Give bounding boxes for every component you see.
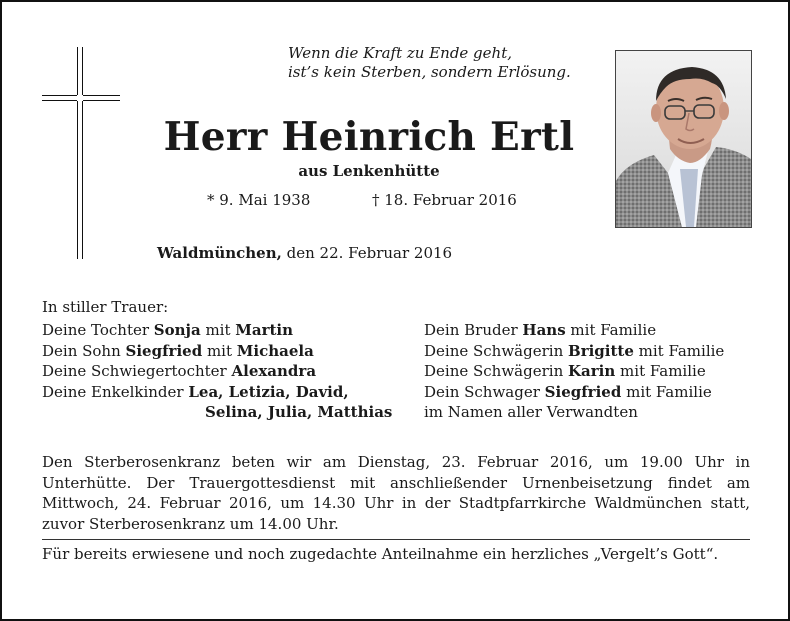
- mourner-connector: mit: [200, 321, 236, 339]
- mourners-right-column: [424, 320, 764, 423]
- mourner-relation: Dein Schwager: [424, 382, 545, 401]
- mourner-suffix: mit Familie: [565, 321, 657, 339]
- mourner-partner: Martin: [235, 321, 294, 339]
- motto-line-2: ist’s kein Sterben, sondern Erlösung.: [288, 63, 571, 81]
- mourner-name: Siegfried: [544, 382, 622, 401]
- service-announcement: Den Sterberosenkranz beten wir am Dienstag, 23. Februar 2016, um 19.00 Uhr in Unterhütte. Der Trauergottesdienst mit anschließender Urnenbeisetzung findet am Mittwoch, 24. Februar 2016, um 14.30 Uhr in der Stadtpfarrkirche Waldmünchen statt, zuvor Sterberosenkranz um 14.00 Uhr.: [42, 453, 750, 533]
- deceased-origin: aus Lenkenhütte: [298, 162, 440, 180]
- mourner-relation: im Namen aller Verwandten: [424, 403, 638, 421]
- motto-line-1: Wenn die Kraft zu Ende geht,: [288, 44, 512, 62]
- mourner-relation: Dein Bruder: [424, 321, 523, 339]
- portrait-photo: [615, 50, 752, 228]
- cross-icon-center: [77, 95, 83, 101]
- death-date: † 18. Februar 2016: [372, 191, 517, 209]
- mourner-name: Alexandra: [231, 362, 317, 380]
- birth-date: * 9. Mai 1938: [207, 191, 311, 209]
- mourner-name: Hans: [522, 321, 566, 339]
- mourner-line: [42, 361, 402, 382]
- mourner-suffix: mit Familie: [615, 362, 706, 380]
- mourner-line: [42, 402, 402, 423]
- divider: [42, 539, 750, 540]
- notice-date: den 22. Februar 2016: [281, 244, 453, 262]
- mourner-relation: Deine Tochter: [42, 321, 154, 339]
- mourner-suffix: mit Familie: [633, 341, 725, 360]
- mourner-name: Lea, Letizia, David,: [188, 382, 349, 401]
- mourner-name: Sonja: [153, 321, 201, 339]
- mourner-name: Brigitte: [568, 341, 634, 360]
- mourner-line: [424, 341, 764, 362]
- mourner-relation: Deine Schwägerin: [424, 362, 569, 380]
- mourner-relation: Deine Schwägerin: [424, 341, 569, 360]
- mourner-relation: Deine Enkelkinder: [42, 382, 189, 401]
- mourner-relation: Deine Schwiegertochter: [42, 362, 232, 380]
- mourner-name: Karin: [568, 362, 616, 380]
- cross-icon: [77, 47, 83, 259]
- mourners-left-column: [42, 320, 402, 423]
- mourner-line: [424, 361, 764, 382]
- place-date: [157, 244, 452, 262]
- mourner-suffix: mit Familie: [621, 382, 712, 401]
- mourner-line: [42, 320, 402, 341]
- mourner-name: Siegfried: [125, 341, 203, 360]
- thanks-text: Für bereits erwiesene und noch zugedachte Anteilnahme ein herzliches „Vergelt’s Gott“.: [42, 545, 719, 563]
- mourner-connector: mit: [202, 341, 237, 360]
- mourners-heading: In stiller Trauer:: [42, 298, 169, 316]
- mourner-line: [424, 402, 764, 423]
- motto: [288, 44, 598, 82]
- mourner-relation: Dein Sohn: [42, 341, 126, 360]
- place-name: Waldmünchen,: [157, 244, 282, 262]
- mourner-name: Selina, Julia, Matthias: [205, 403, 393, 421]
- deceased-name: Herr Heinrich Ertl: [163, 114, 575, 160]
- mourner-partner: Michaela: [236, 341, 314, 360]
- mourner-line: [424, 382, 764, 403]
- mourner-line: [424, 320, 764, 341]
- portrait-icon: [616, 51, 751, 227]
- mourner-line: [42, 341, 402, 362]
- mourner-line: [42, 382, 402, 403]
